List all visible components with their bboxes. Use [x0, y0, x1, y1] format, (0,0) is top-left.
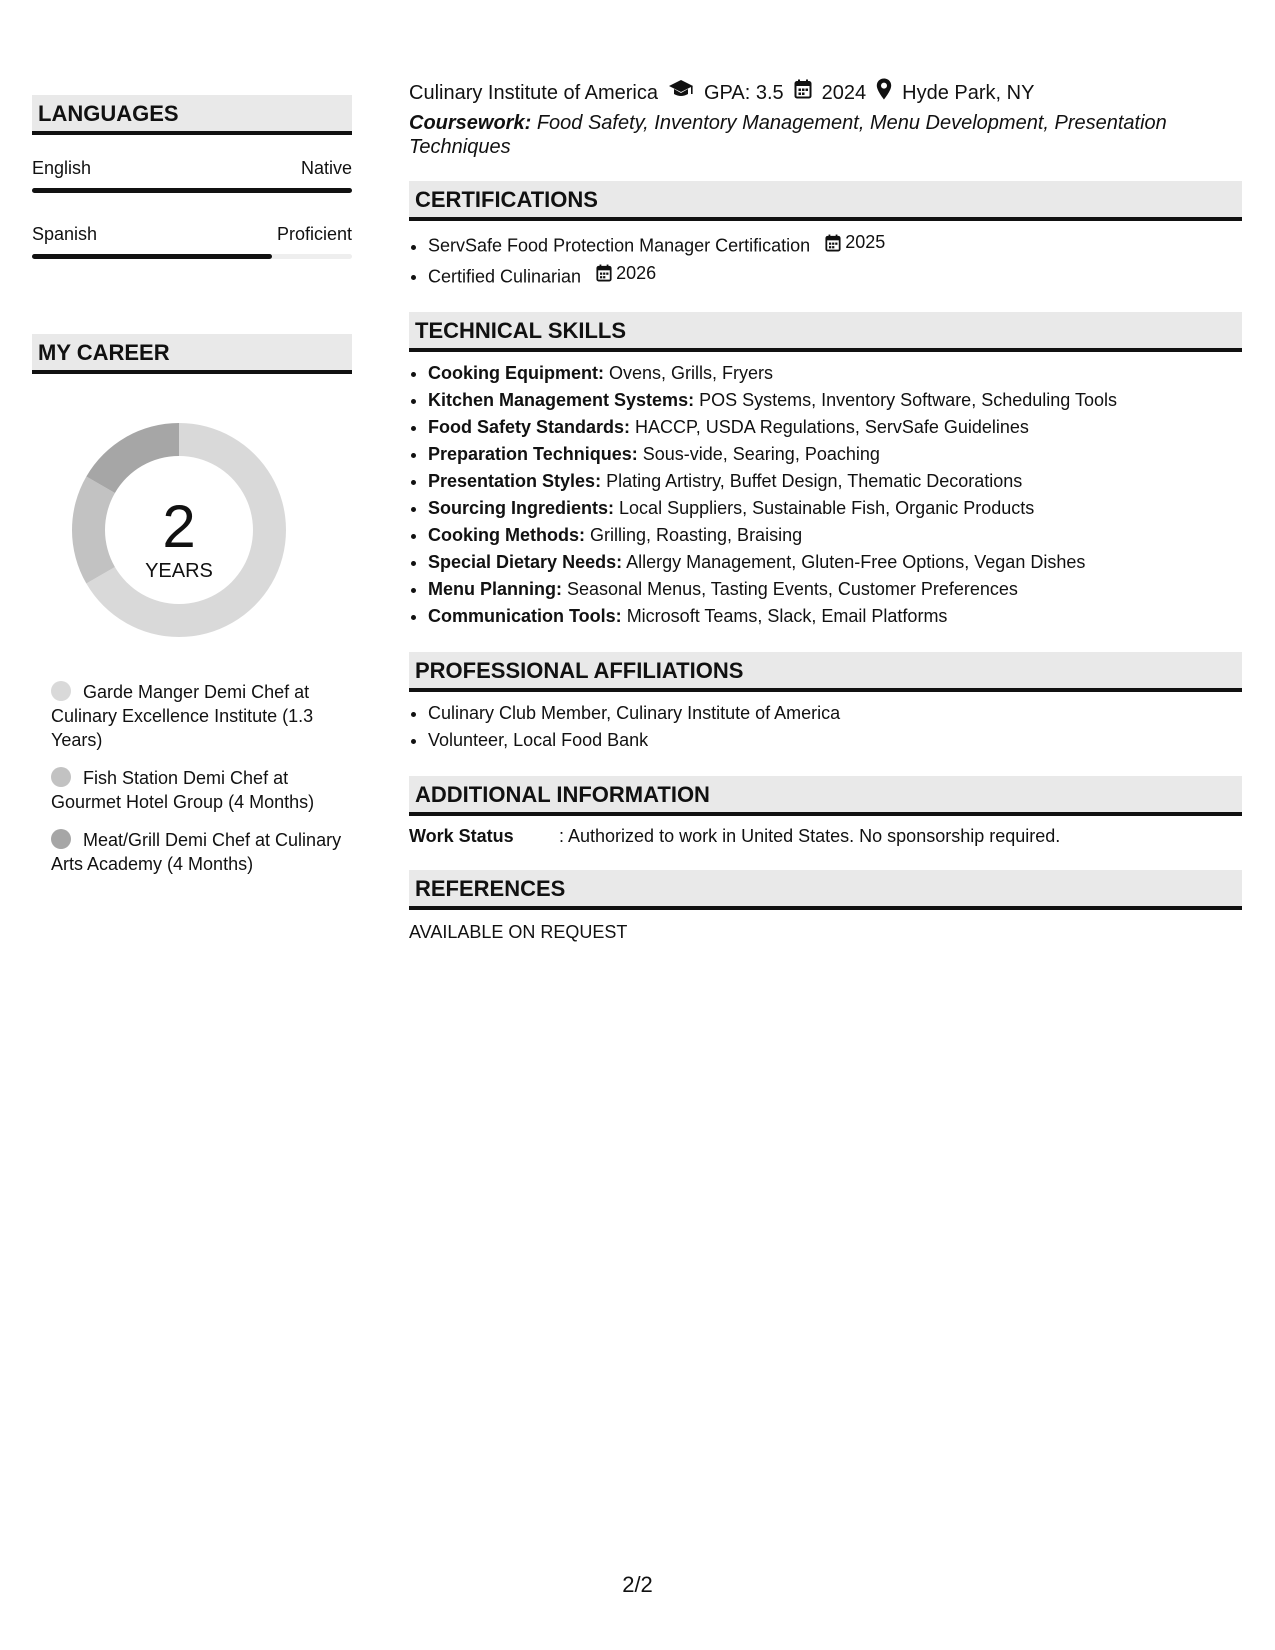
list-item: [428, 441, 1242, 468]
education-line: [409, 78, 1242, 107]
page-number: 2/2: [622, 1572, 653, 1597]
skill-value: Plating Artistry, Buffet Design, Thematic Decorations: [606, 471, 1023, 491]
school-location: Hyde Park, NY: [902, 81, 1035, 104]
career-legend: [51, 680, 351, 876]
additional-info-heading: ADDITIONAL INFORMATION: [409, 776, 1242, 816]
skill-label: Sourcing Ingredients:: [428, 498, 615, 518]
skill-value: Grilling, Roasting, Braising: [590, 525, 803, 545]
list-item: [428, 522, 1242, 549]
skill-label: Preparation Techniques:: [428, 444, 638, 464]
skill-label: Cooking Methods:: [428, 525, 585, 545]
list-item: [428, 360, 1242, 387]
certification-name: Certified Culinarian: [428, 266, 582, 286]
references-text: AVAILABLE ON REQUEST: [409, 922, 628, 942]
certification-year: 2025: [845, 232, 886, 252]
technical-skills-list: [409, 360, 1242, 630]
language-name: English: [32, 158, 92, 178]
list-item: [428, 549, 1242, 576]
list-item: [428, 468, 1242, 495]
certification-year: 2026: [616, 262, 657, 283]
work-status-value: : Authorized to work in United States. No sponsorship required.: [559, 826, 1061, 846]
language-level: Proficient: [276, 224, 352, 244]
coursework-list: Food Safety, Inventory Management, Menu Development, Presentation Techniques: [409, 112, 1167, 158]
affiliations-heading: PROFESSIONAL AFFILIATIONS: [409, 652, 1242, 692]
coursework: [409, 111, 1242, 159]
language-item: [32, 157, 352, 193]
coursework-label: Coursework:: [409, 112, 532, 134]
languages-heading: LANGUAGES: [32, 95, 352, 135]
sidebar: [32, 95, 352, 890]
career-total-value: 2: [162, 493, 196, 560]
skill-label: Food Safety Standards:: [428, 417, 631, 437]
affiliations-list: [409, 700, 1242, 754]
certifications-heading: CERTIFICATIONS: [409, 181, 1242, 221]
career-donut-chart: [66, 417, 292, 643]
language-proficiency-bar: [32, 188, 352, 193]
skill-value: Microsoft Teams, Slack, Email Platforms: [626, 606, 948, 626]
skill-value: Sous-vide, Searing, Poaching: [642, 444, 880, 464]
legend-label: Garde Manger Demi Chef at Culinary Excellence Institute (1.3 Years): [51, 682, 314, 750]
legend-label: Fish Station Demi Chef at Gourmet Hotel Group (4 Months): [51, 768, 315, 812]
calendar-icon: [596, 264, 612, 282]
legend-item: [51, 766, 351, 814]
list-item: [428, 229, 1242, 260]
skill-value: Ovens, Grills, Fryers: [609, 363, 774, 383]
legend-dot: [51, 829, 71, 849]
language-proficiency-fill: [32, 188, 352, 193]
list-item: [428, 603, 1242, 630]
legend-item: [51, 828, 351, 876]
skill-value: HACCP, USDA Regulations, ServSafe Guidelines: [635, 417, 1029, 437]
certification-name: ServSafe Food Protection Manager Certification: [428, 235, 811, 256]
map-pin-icon: [876, 78, 892, 107]
gpa: GPA: 3.5: [704, 81, 784, 104]
technical-skills-heading: TECHNICAL SKILLS: [409, 312, 1242, 352]
certifications-list: [409, 229, 1242, 290]
list-item: [428, 495, 1242, 522]
calendar-icon: [794, 79, 812, 106]
language-name: Spanish: [32, 224, 98, 244]
list-item: [428, 576, 1242, 603]
calendar-icon: [825, 234, 841, 252]
list-item: [428, 414, 1242, 441]
graduation-cap-icon: [668, 79, 694, 106]
career-heading: MY CAREER: [32, 334, 352, 374]
skill-label: Menu Planning:: [428, 579, 562, 599]
legend-label: Meat/Grill Demi Chef at Culinary Arts Academy (4 Months): [51, 830, 342, 874]
list-item: [428, 387, 1242, 414]
language-proficiency-fill: [32, 254, 272, 259]
skill-label: Presentation Styles:: [428, 471, 602, 491]
language-level: Native: [300, 158, 352, 178]
school-name: Culinary Institute of America: [409, 81, 658, 104]
skill-value: POS Systems, Inventory Software, Scheduling Tools: [699, 390, 1117, 410]
skill-label: Special Dietary Needs:: [428, 552, 623, 572]
career-total-unit: YEARS: [145, 560, 213, 582]
legend-dot: [51, 681, 71, 701]
skill-value: Allergy Management, Gluten-Free Options, Vegan Dishes: [626, 552, 1086, 572]
legend-item: [51, 680, 351, 752]
skill-label: Kitchen Management Systems:: [428, 390, 695, 410]
work-status-label: Work Status: [409, 826, 514, 846]
legend-dot: [51, 767, 71, 787]
list-item: • Volunteer, Local Food Bank: [428, 727, 1242, 754]
language-proficiency-bar: [32, 254, 352, 259]
list-item: [428, 260, 1242, 291]
skill-label: Communication Tools:: [428, 606, 622, 626]
skill-value: Local Suppliers, Sustainable Fish, Organic Products: [619, 498, 1035, 518]
list-item: • Culinary Club Member, Culinary Institute of America: [428, 700, 1242, 727]
main-column: [409, 78, 1242, 944]
skill-label: Cooking Equipment:: [428, 363, 604, 383]
skill-value: Seasonal Menus, Tasting Events, Customer Preferences: [567, 579, 1018, 599]
work-status-row: [409, 824, 1242, 848]
graduation-year: 2024: [821, 81, 867, 104]
references-heading: REFERENCES: [409, 870, 1242, 910]
language-item: [32, 223, 352, 259]
